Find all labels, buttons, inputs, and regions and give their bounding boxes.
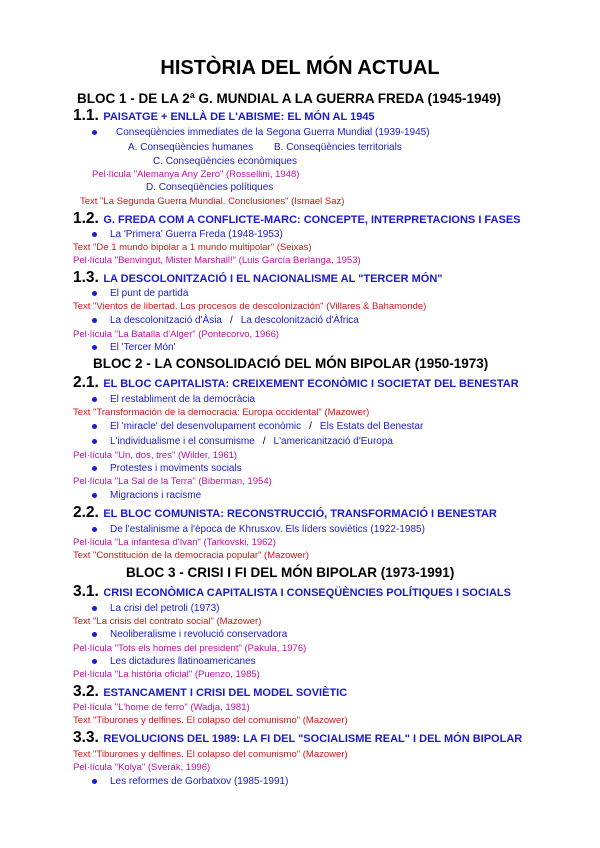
section-title: EL BLOC CAPITALISTA: CREIXEMENT ECONÒMIC I SOCIETAT DEL BENESTAR <box>103 378 519 390</box>
section-3-2 <box>73 684 347 700</box>
list-item: C. Conseqüències econòmiques <box>153 156 297 167</box>
bullet-icon <box>92 345 97 350</box>
list-item: Conseqüències immediates de la Segona Guerra Mundial (1939-1945) <box>116 127 430 138</box>
film-reference: Pel·lícula "Un, dos, tres" (Wilder, 1961) <box>73 450 238 461</box>
section-number: 1.1. <box>73 107 99 124</box>
text-reference: Text "De 1 mundo bipolar a 1 mundo multipolar" (Seixas) <box>73 242 312 253</box>
bullet-icon <box>92 606 97 611</box>
bloc-2-heading: BLOC 2 - LA CONSOLIDACIÓ DEL MÓN BIPOLAR (1950-1973) <box>93 356 489 371</box>
list-item: El 'Tercer Món' <box>110 342 176 353</box>
film-reference: Pel·lícula "La Batalla d'Alger" (Pontecorvo, 1966) <box>73 329 280 340</box>
section-3-1 <box>73 584 511 600</box>
bullet-icon <box>92 439 97 444</box>
list-item-part: L'americanització d'Europa <box>273 436 393 447</box>
text-reference: Text "La Segunda Guerra Mundial. Conclusiones" (Ismael Saz) <box>80 196 345 207</box>
list-item <box>110 437 393 447</box>
film-reference: Pel·lícula "Alemanya Any Zero" (Rossellini, 1948) <box>92 169 300 180</box>
text-reference: Text "La crisis del contrato social" (Mazower) <box>73 616 262 627</box>
film-reference: Pel·lícula "La Sal de la Terra" (Biberman, 1954) <box>73 476 272 487</box>
section-number: 2.2. <box>73 504 99 521</box>
list-item-part: La descolonització d'Àfrica <box>240 315 359 326</box>
section-1-1 <box>73 108 375 124</box>
section-2-1 <box>73 375 519 391</box>
bullet-icon <box>92 779 97 784</box>
page-title: HISTÒRIA DEL MÓN ACTUAL <box>160 57 440 79</box>
bullet-icon <box>92 493 97 498</box>
bullet-icon <box>92 130 97 135</box>
list-item: Neoliberalisme i revolució conservadora <box>110 629 288 640</box>
list-item: La crisi del petroli (1973) <box>110 603 220 614</box>
list-item-part: L'individualisme i el consumisme <box>110 436 255 447</box>
separator: / <box>229 315 233 326</box>
film-reference: Pel·lícula "Benvingut, Mister Marshall!" (Luis García Berlanga, 1953) <box>73 255 361 266</box>
bloc-3-heading: BLOC 3 - CRISI I FI DEL MÓN BIPOLAR (1973-1991) <box>126 565 455 580</box>
section-title: PAISATGE + ENLLÀ DE L'ABISME: EL MÓN AL 1945 <box>103 111 375 123</box>
bullet-icon <box>92 527 97 532</box>
bullet-icon <box>92 466 97 471</box>
film-reference: Pel·lícula "La història oficial" (Puenzo, 1985) <box>73 669 260 680</box>
text-reference: Text "Constitución de la democracia popular" (Mazower) <box>73 550 309 561</box>
text-reference: Text "Tiburones y delfines. El colapso del comunismo" (Mazower) <box>73 749 348 760</box>
text-reference: Text "Transformación de la democracia: Europa occidental" (Mazower) <box>73 407 370 418</box>
list-item: El restabliment de la democràcia <box>110 394 256 405</box>
list-item: El punt de partida <box>110 288 189 299</box>
bloc-1-heading: BLOC 1 - DE LA 2ª G. MUNDIAL A LA GUERRA FREDA (1945-1949) <box>77 91 502 106</box>
section-title: G. FREDA COM A CONFLICTE-MARC: CONCEPTE, INTERPRETACIONS I FASES <box>103 214 521 226</box>
section-number: 3.1. <box>73 583 99 600</box>
separator: / <box>309 421 312 432</box>
text-reference: Text "Tiburones y delfines. El colapso del comunismo" (Mazower) <box>73 715 348 726</box>
film-reference: Pel·lícula "La infantesa d'Ivan" (Tarkovski, 1962) <box>73 537 276 548</box>
film-reference: Pel·lícula "Tots els homes del president" (Pakula, 1976) <box>73 643 307 654</box>
list-item: De l'estalinisme a l'època de Khrusxov. Els líders soviètics (1922-1985) <box>110 524 425 535</box>
list-item: La 'Primera' Guerra Freda (1948-1953) <box>110 229 283 240</box>
list-item: A. Conseqüències humanes <box>128 142 254 153</box>
list-item: D. Conseqüències polítiques <box>146 182 274 193</box>
section-title: CRISI ECONÒMICA CAPITALISTA I CONSEQÜÈNCIES POLÍTIQUES I SOCIALS <box>103 587 511 599</box>
film-reference: Pel·lícula "Kolya" (Sverák, 1996) <box>73 762 211 773</box>
section-number: 1.3. <box>73 269 99 286</box>
section-title: ESTANCAMENT I CRISI DEL MODEL SOVIÈTIC <box>103 687 348 699</box>
bullet-icon <box>92 291 97 296</box>
bullet-icon <box>92 397 97 402</box>
section-title: REVOLUCIONS DEL 1989: LA FI DEL "SOCIALISME REAL" I DEL MÓN BIPOLAR <box>103 733 523 745</box>
section-title: LA DESCOLONITZACIÓ I EL NACIONALISME AL "TERCER MÓN" <box>103 273 443 285</box>
section-number: 3.2. <box>73 683 99 700</box>
section-number: 1.2. <box>73 210 99 227</box>
section-number: 2.1. <box>73 374 99 391</box>
list-item-part: Els Estats del Benestar <box>319 421 424 432</box>
list-item: Protestes i moviments socials <box>110 463 242 474</box>
separator: / <box>262 436 266 447</box>
list-item <box>110 422 423 432</box>
film-reference: Pel·lícula "L'home de ferro" (Wadja, 1981) <box>73 702 250 713</box>
section-3-3 <box>73 730 522 746</box>
bullet-icon <box>92 424 97 429</box>
list-item-part: La descolonització d'Àsia <box>110 315 222 326</box>
section-title: EL BLOC COMUNISTA: RECONSTRUCCIÓ, TRANSFORMACIÓ I BENESTAR <box>103 508 497 520</box>
text-reference: Text "Vientos de libertad. Los procesos de descolonización" (Villares & Bahamonde) <box>73 301 427 312</box>
bullet-icon <box>92 318 97 323</box>
section-2-2 <box>73 505 497 521</box>
list-item: B. Conseqüències territorials <box>274 142 402 153</box>
section-number: 3.3. <box>73 729 99 746</box>
bullet-icon <box>92 232 97 237</box>
section-1-3 <box>73 270 443 286</box>
list-item: Les reformes de Gorbatxov (1985-1991) <box>110 776 289 787</box>
bullet-icon <box>92 632 97 637</box>
section-1-2 <box>73 211 521 227</box>
list-item <box>110 316 359 326</box>
list-item: Migracions i racisme <box>110 490 202 501</box>
list-item: Les dictadures llatinoamericanes <box>110 656 256 667</box>
bullet-icon <box>92 659 97 664</box>
list-item-part: El 'miracle' del desenvolupament econòmic <box>110 421 302 432</box>
